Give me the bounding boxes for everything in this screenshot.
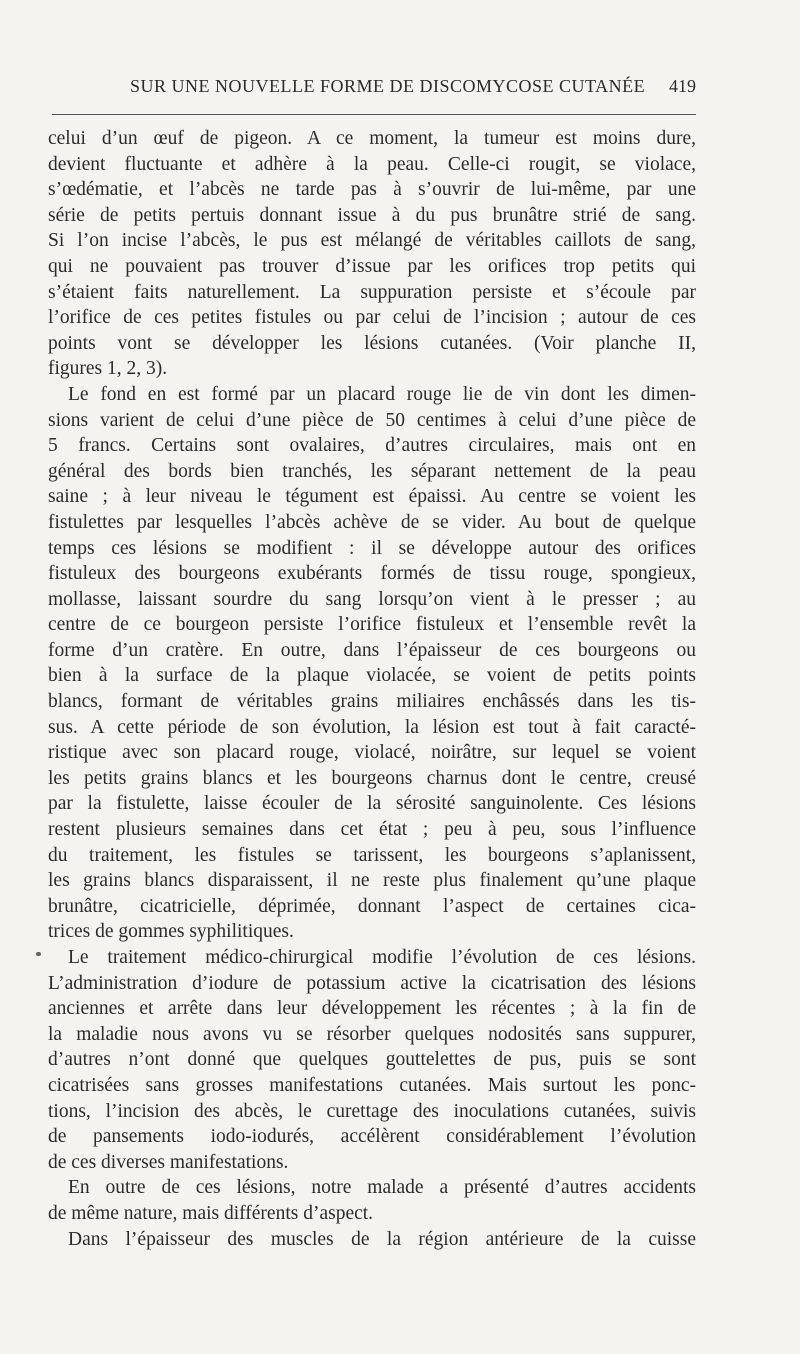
text-line: de pansements iodo-iodurés, accélèrent considérablement l’évolution — [48, 1126, 696, 1148]
text-line: par la fistulette, laisse écouler de la sérosité sanguinolente. Ces lésions — [48, 793, 696, 815]
page-number: 419 — [669, 76, 696, 96]
running-title: SUR UNE NOUVELLE FORME DE DISCOMYCOSE CUTANÉE — [130, 76, 646, 96]
text-line: du traitement, les fistules se tarissent, les bourgeons s’aplanissent, — [48, 844, 696, 866]
text-line: Le traitement médico-chirurgical modifie l’évolution de ces lésions. — [68, 947, 696, 968]
text-line: trices de gommes syphilitiques. — [48, 921, 294, 943]
text-line: 5 francs. Certains sont ovalaires, d’autres circulaires, mais ont en — [48, 435, 696, 457]
text-line: fistuleux des bourgeons exubérants formés de tissu rouge, spongieux, — [48, 563, 696, 585]
ink-speck — [36, 952, 41, 956]
text-line: les grains blancs disparaissent, il ne reste plus finalement qu’une plaque — [48, 870, 696, 892]
text-line: ristique avec son placard rouge, violacé, noirâtre, sur lequel se voient — [48, 742, 696, 764]
text-line: restent plusieurs semaines dans cet état ; peu à peu, sous l’influence — [48, 819, 696, 841]
text-line: l’orifice de ces petites fistules ou par celui de l’incision ; autour de ces — [48, 307, 696, 329]
text-line: mollasse, laissant sourdre du sang lorsqu’on vient à le presser ; au — [48, 588, 696, 610]
text-line: points vont se développer les lésions cutanées. (Voir planche II, — [48, 332, 696, 354]
text-line: s’étaient faits naturellement. La suppuration persiste et s’écoule par — [48, 281, 696, 303]
running-header — [52, 76, 696, 106]
text-line: Si l’on incise l’abcès, le pus est mélangé de véritables caillots de sang, — [48, 230, 696, 252]
text-line: général des bords bien tranchés, les séparant nettement de la peau — [48, 460, 696, 482]
text-line: temps ces lésions se modifient : il se développe autour des orifices — [48, 537, 696, 559]
text-line: Le fond en est formé par un placard rouge lie de vin dont les dimen- — [68, 383, 696, 405]
text-line: celui d’un œuf de pigeon. A ce moment, la tumeur est moins dure, — [48, 128, 696, 149]
text-line: figures 1, 2, 3). — [48, 358, 168, 380]
text-line: série de petits pertuis donnant issue à du pus brunâtre strié de sang. — [48, 204, 696, 226]
text-line: devient fluctuante et adhère à la peau. Celle-ci rougit, se violace, — [48, 153, 696, 175]
header-rule — [52, 114, 696, 115]
text-line: la maladie nous avons vu se résorber quelques nodosités sans suppurer, — [48, 1023, 696, 1045]
text-line: brunâtre, cicatricielle, déprimée, donnant l’aspect de certaines cica- — [48, 895, 696, 917]
text-line: blancs, formant de véritables grains miliaires enchâssés dans les tis- — [48, 691, 696, 713]
text-line: sus. A cette période de son évolution, la lésion est tout à fait caracté- — [48, 716, 696, 738]
text-line: Dans l’épaisseur des muscles de la région antérieure de la cuisse — [68, 1228, 696, 1250]
text-line: s’œdématie, et l’abcès ne tarde pas à s’ouvrir de lui-même, par une — [48, 179, 696, 201]
text-line: centre de ce bourgeon persiste l’orifice fistuleux et l’ensemble revêt la — [48, 614, 696, 636]
text-line: anciennes et arrête dans leur développement les récentes ; à la fin de — [48, 998, 696, 1020]
text-line: fistulettes par lesquelles l’abcès achève de se vider. Au bout de quelque — [48, 511, 696, 533]
text-line: d’autres n’ont donné que quelques gouttelettes de pus, puis se sont — [48, 1049, 696, 1071]
text-line: les petits grains blancs et les bourgeons charnus dont le centre, creusé — [48, 767, 696, 789]
text-line: sions varient de celui d’une pièce de 50 centimes à celui d’une pièce de — [48, 409, 696, 431]
text-line: qui ne pouvaient pas trouver d’issue par les orifices trop petits qui — [48, 255, 696, 277]
text-line: cicatrisées sans grosses manifestations cutanées. Mais surtout les ponc- — [48, 1074, 696, 1096]
text-line: bien à la surface de la plaque violacée, se voient de petits points — [48, 665, 696, 687]
text-line: de même nature, mais différents d’aspect. — [48, 1202, 374, 1224]
text-line: saine ; à leur niveau le tégument est épaissi. Au centre se voient les — [48, 486, 696, 508]
text-line: de ces diverses manifestations. — [48, 1151, 289, 1173]
text-line: tions, l’incision des abcès, le curettage des inoculations cutanées, suivis — [48, 1100, 696, 1122]
text-line: En outre de ces lésions, notre malade a présenté d’autres accidents — [68, 1177, 696, 1199]
text-line: L’administration d’iodure de potassium active la cicatrisation des lésions — [48, 972, 696, 994]
body-text — [48, 126, 696, 1252]
text-line: forme d’un cratère. En outre, dans l’épaisseur de ces bourgeons ou — [48, 639, 696, 661]
